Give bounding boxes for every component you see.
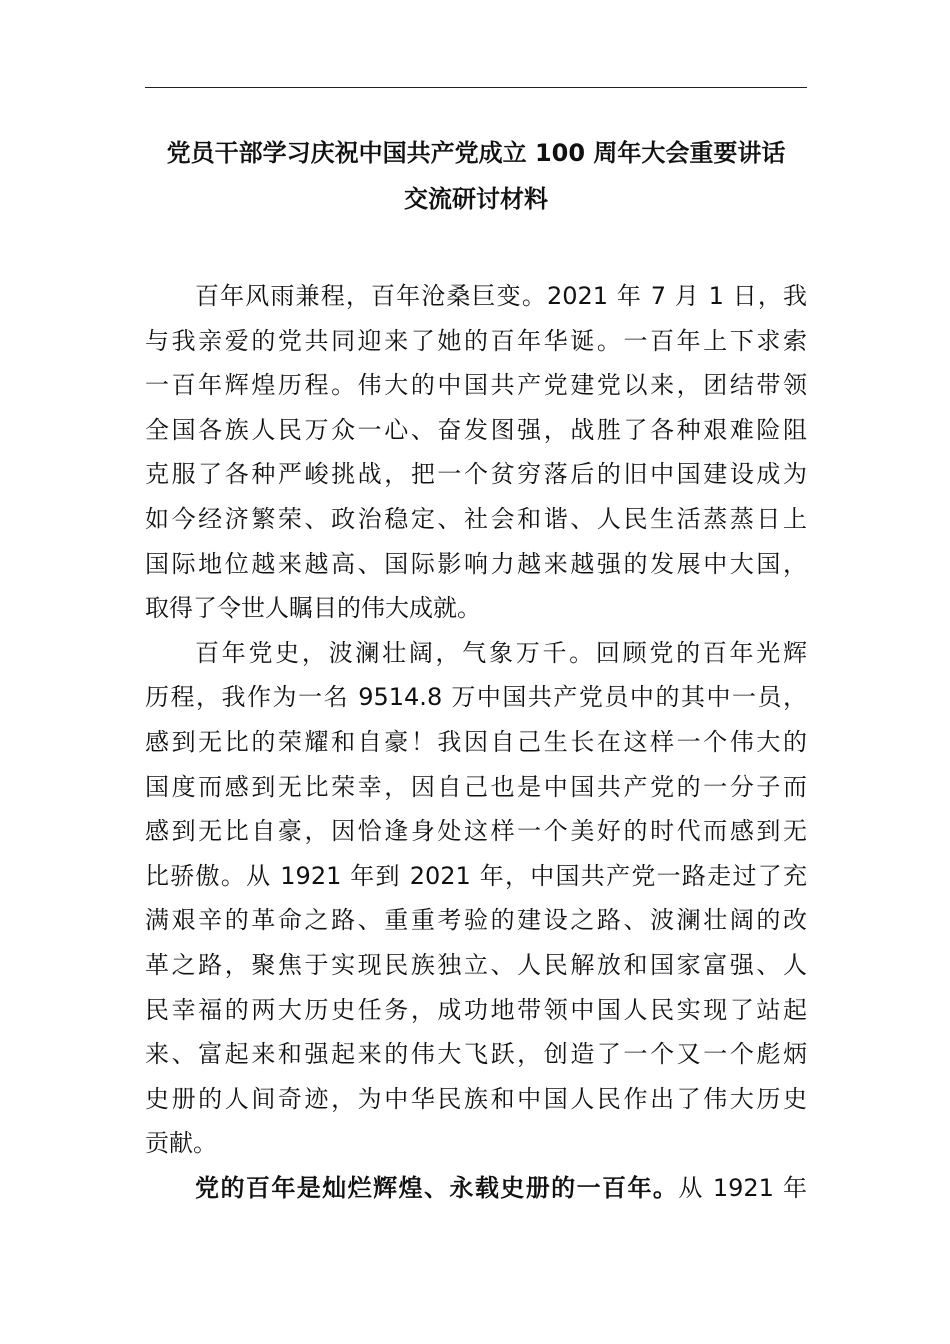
- document-title: [145, 130, 807, 222]
- paragraph-line: 史册的人间奇迹，为中华民族和中国人民作出了伟大历史: [145, 1084, 807, 1113]
- paragraph-bold-lead: 党的百年是灿烂辉煌、永载史册的一百年。: [195, 1173, 679, 1202]
- paragraph-tail: 从 1921 年: [678, 1173, 807, 1202]
- paragraph-line: 克服了各种严峻挑战，把一个贫穷落后的旧中国建设成为: [145, 460, 807, 489]
- paragraph-line: 百年党史，波澜壮阔，气象万千。回顾党的百年光辉: [195, 638, 807, 667]
- paragraph-1: [145, 274, 807, 631]
- paragraph-line: 来、富起来和强起来的伟大飞跃，创造了一个又一个彪炳: [145, 1040, 807, 1069]
- paragraph-line: 百年风雨兼程，百年沧桑巨变。2021 年 7 月 1 日，我: [195, 282, 807, 310]
- paragraph-line: 满艰辛的革命之路、重重考验的建设之路、波澜壮阔的改: [145, 906, 807, 935]
- title-line-2: 交流研讨材料: [404, 185, 548, 213]
- paragraph-line: 革之路，聚焦于实现民族独立、人民解放和国家富强、人: [145, 950, 807, 979]
- paragraph-line: 民幸福的两大历史任务，成功地带领中国人民实现了站起: [145, 995, 807, 1024]
- header-rule: [145, 87, 807, 88]
- paragraph-line: 如今经济繁荣、政治稳定、社会和谐、人民生活蒸蒸日上: [145, 504, 807, 533]
- paragraph-line: 一百年辉煌历程。伟大的中国共产党建党以来，团结带领: [145, 371, 807, 400]
- paragraph-line: 国际地位越来越高、国际影响力越来越强的发展中大国，: [145, 549, 807, 578]
- paragraph-line: [145, 1166, 807, 1211]
- paragraph-line: 感到无比自豪，因恰逢身处这样一个美好的时代而感到无: [145, 817, 807, 846]
- paragraph-line: 比骄傲。从 1921 年到 2021 年，中国共产党一路走过了充: [145, 861, 807, 890]
- paragraph-line: 贡献。: [145, 1129, 217, 1158]
- paragraph-line: 全国各族人民万众一心、奋发图强，战胜了各种艰难险阻: [145, 415, 807, 444]
- paragraph-line: 与我亲爱的党共同迎来了她的百年华诞。一百年上下求索: [145, 326, 807, 355]
- paragraph-3: [145, 1166, 807, 1211]
- paragraph-2: [145, 631, 807, 1166]
- title-line-1: 党员干部学习庆祝中国共产党成立 100 周年大会重要讲话: [166, 139, 786, 167]
- paragraph-line: 国度而感到无比荣幸，因自己也是中国共产党的一分子而: [145, 772, 807, 801]
- paragraph-line: 历程，我作为一名 9514.8 万中国共产党员中的其中一员，: [145, 683, 807, 712]
- paragraph-line: 取得了令世人瞩目的伟大成就。: [145, 594, 481, 623]
- paragraph-line: 感到无比的荣耀和自豪！我因自己生长在这样一个伟大的: [145, 727, 807, 756]
- document-body: [145, 274, 807, 1210]
